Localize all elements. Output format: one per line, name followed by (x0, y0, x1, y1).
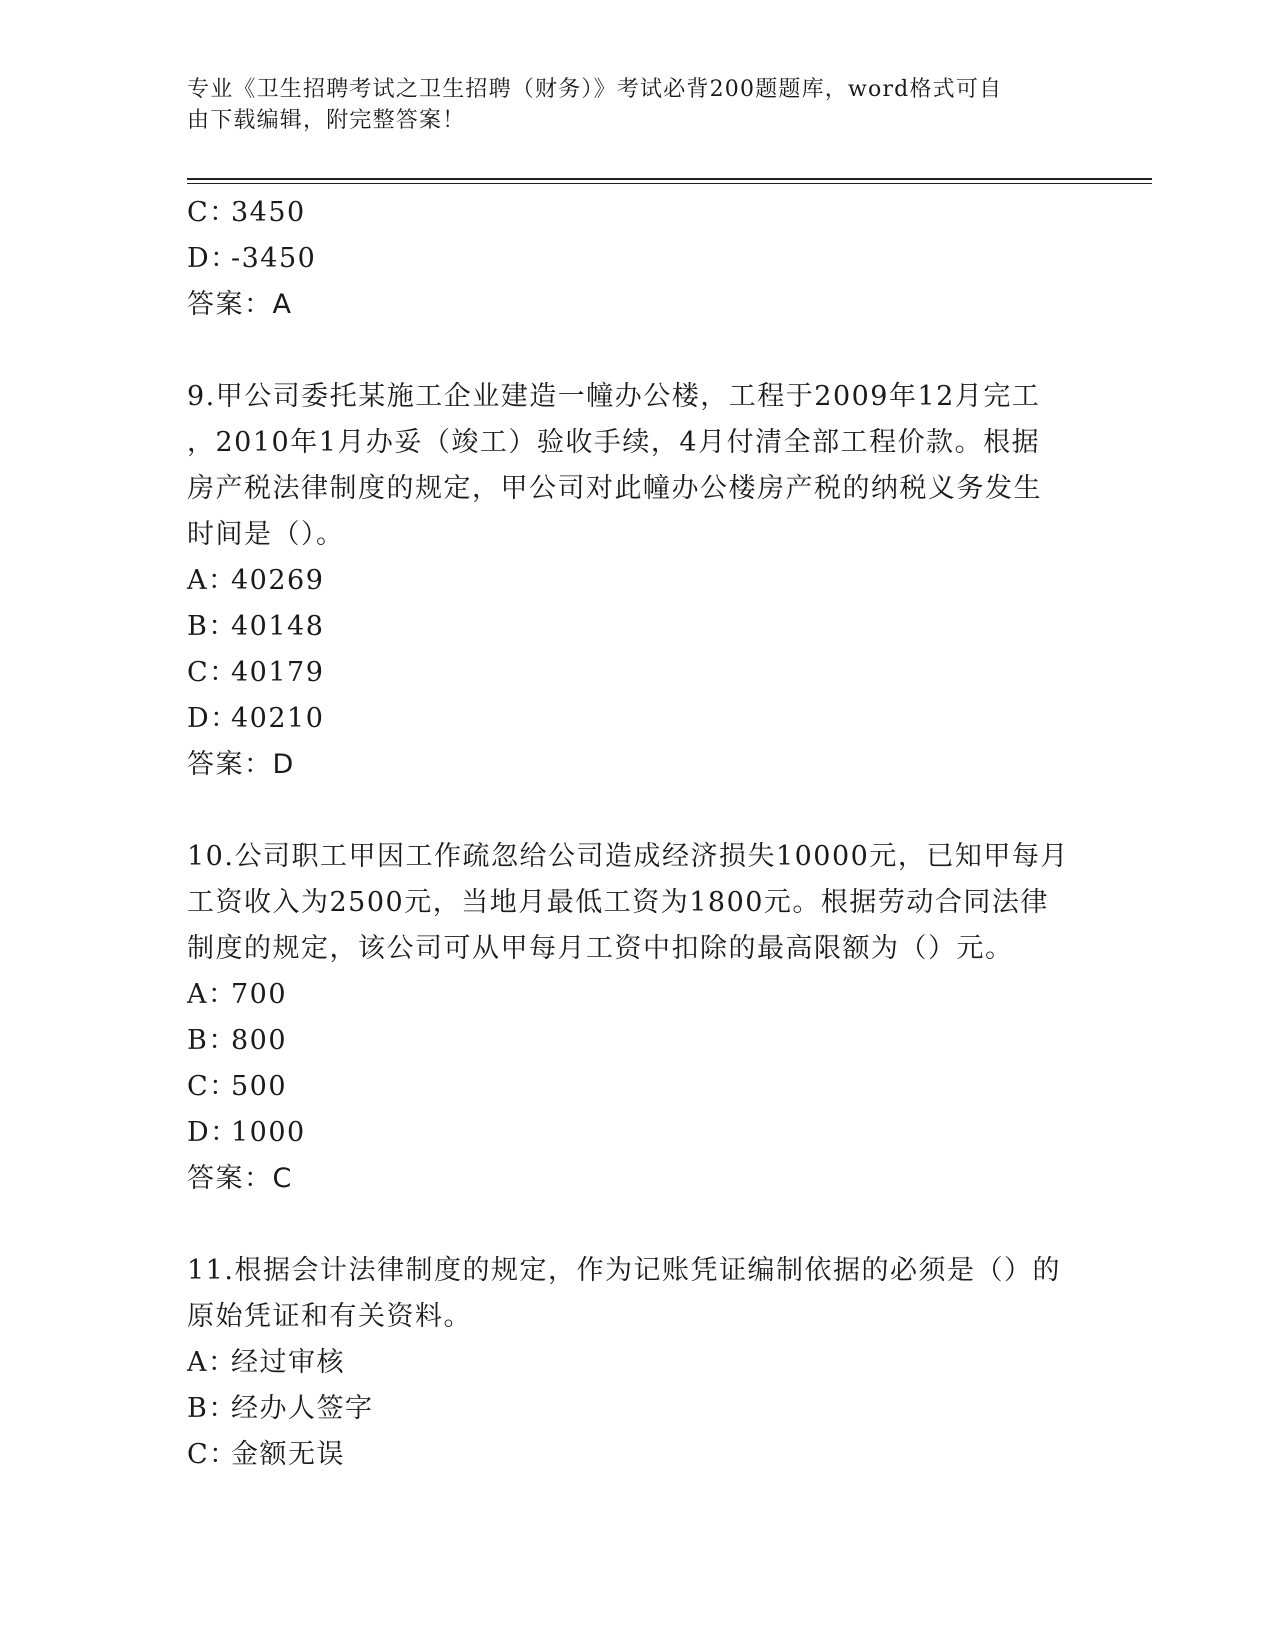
answer-label: 答案：D (187, 749, 295, 780)
question-9 (187, 374, 1087, 788)
question-text-line: 10.公司职工甲因工作疏忽给公司造成经济损失10000元，已知甲每月 (187, 841, 1069, 872)
option-a: A：700 (187, 979, 288, 1010)
question-text-line: 原始凭证和有关资料。 (187, 1301, 472, 1332)
question-11 (187, 1248, 1087, 1478)
question-8-tail (187, 190, 1087, 328)
option-a: A：40269 (187, 565, 325, 596)
answer-label: 答案：A (187, 289, 293, 320)
question-text-line: 9.甲公司委托某施工企业建造一幢办公楼，工程于2009年12月完工 (187, 381, 1041, 412)
header-divider-thick (187, 178, 1152, 180)
spacer (187, 328, 1087, 374)
header-title-line-2: 由下载编辑，附完整答案！ (187, 108, 466, 133)
question-text-line: 时间是（）。 (187, 519, 345, 550)
question-text-line: 制度的规定，该公司可从甲每月工资中扣除的最高限额为（）元。 (187, 933, 1014, 964)
option-b: B：经办人签字 (187, 1393, 374, 1424)
question-text-line: 工资收入为2500元，当地月最低工资为1800元。根据劳动合同法律 (187, 887, 1049, 918)
option-c: C：40179 (187, 657, 325, 688)
option-b: B：800 (187, 1025, 288, 1056)
question-text-line: ，2010年1月办妥（竣工）验收手续，4月付清全部工程价款。根据 (187, 427, 1041, 458)
document-body (187, 190, 1087, 1478)
document-header (187, 74, 1067, 136)
option-c: C：500 (187, 1071, 288, 1102)
option-c: C：金额无误 (187, 1439, 345, 1470)
spacer (187, 1202, 1087, 1248)
option-d: D：-3450 (187, 243, 317, 274)
option-d: D：1000 (187, 1117, 306, 1148)
option-d: D：40210 (187, 703, 325, 734)
answer-label: 答案：C (187, 1163, 293, 1194)
header-title-line-1: 专业《卫生招聘考试之卫生招聘（财务）》考试必背200题题库，word格式可自 (187, 77, 1003, 102)
question-text-line: 11.根据会计法律制度的规定，作为记账凭证编制依据的必须是（）的 (187, 1255, 1061, 1286)
option-b: B：40148 (187, 611, 325, 642)
spacer (187, 788, 1087, 834)
question-10 (187, 834, 1087, 1202)
header-divider-thin (187, 183, 1152, 184)
option-c: C：3450 (187, 197, 306, 228)
question-text-line: 房产税法律制度的规定，甲公司对此幢办公楼房产税的纳税义务发生 (187, 473, 1042, 504)
option-a: A：经过审核 (187, 1347, 345, 1378)
